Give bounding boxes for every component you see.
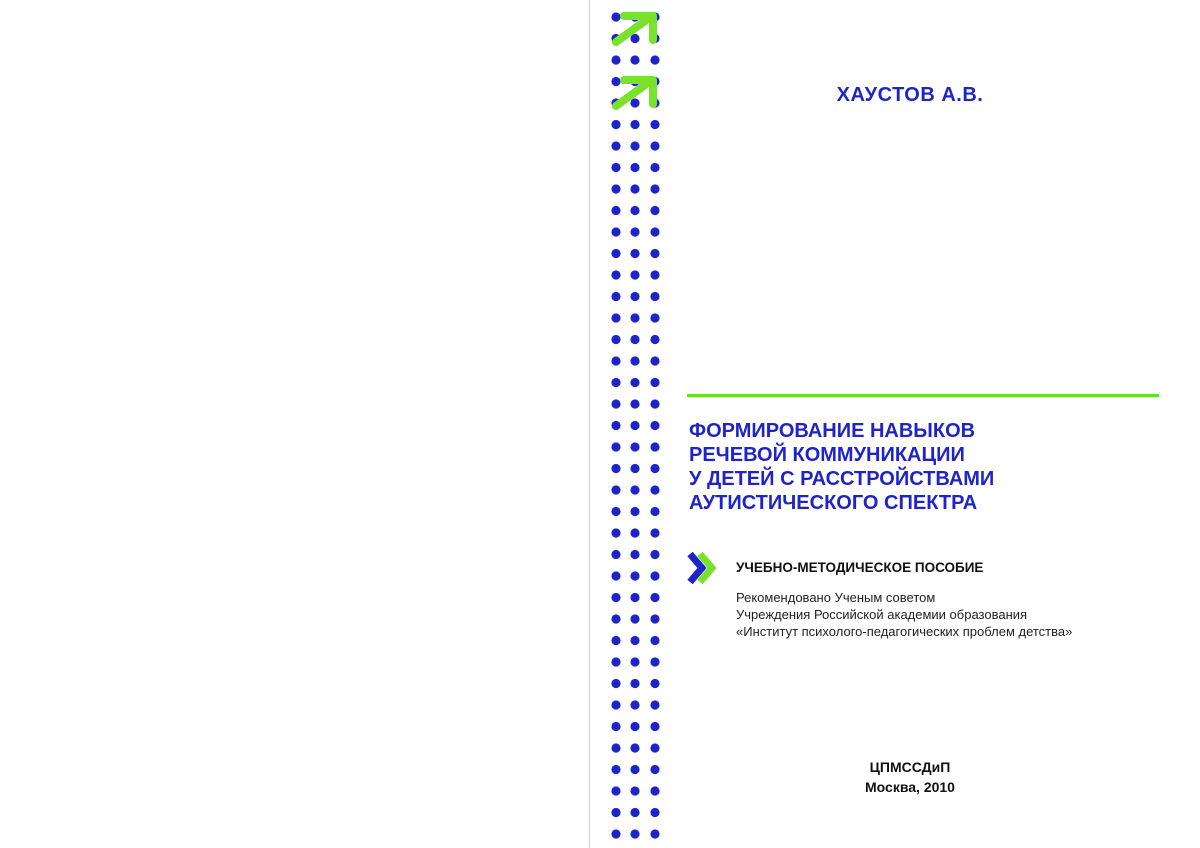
decorative-dot: [630, 292, 639, 301]
decorative-dot: [630, 356, 639, 365]
decorative-dot: [611, 292, 620, 301]
decorative-dot: [650, 507, 659, 516]
decorative-dot: [630, 270, 639, 279]
decorative-dot: [611, 206, 620, 215]
decorative-dot: [650, 421, 659, 430]
decorative-dot: [611, 378, 620, 387]
dot-pattern-column: [600, 0, 670, 848]
decorative-dot: [630, 679, 639, 688]
decorative-dot: [611, 485, 620, 494]
decorative-dot: [630, 163, 639, 172]
decorative-dot: [650, 485, 659, 494]
decorative-dot: [630, 464, 639, 473]
decorative-dot: [611, 421, 620, 430]
decorative-dot: [630, 786, 639, 795]
decorative-dot: [650, 679, 659, 688]
decorative-dot: [611, 163, 620, 172]
decorative-dot: [650, 657, 659, 666]
decorative-dot: [611, 335, 620, 344]
decorative-dot: [630, 571, 639, 580]
decorative-dot: [650, 399, 659, 408]
title-line: РЕЧЕВОЙ КОММУНИКАЦИИ: [689, 444, 965, 466]
decorative-dot: [611, 765, 620, 774]
decorative-dot: [611, 636, 620, 645]
decorative-dot: [630, 335, 639, 344]
decorative-dot: [650, 313, 659, 322]
decorative-dot: [630, 765, 639, 774]
decorative-dot: [611, 614, 620, 623]
decorative-dot: [630, 55, 639, 64]
decorative-dot: [630, 249, 639, 258]
decorative-dot: [611, 270, 620, 279]
decorative-dot: [630, 507, 639, 516]
decorative-dot: [611, 786, 620, 795]
decorative-dot: [650, 270, 659, 279]
decorative-dot: [611, 356, 620, 365]
decorative-dot: [611, 464, 620, 473]
decorative-dot: [650, 184, 659, 193]
document-type: УЧЕБНО-МЕТОДИЧЕСКОЕ ПОСОБИЕ: [736, 560, 984, 575]
decorative-dot: [650, 356, 659, 365]
decorative-dot: [650, 227, 659, 236]
decorative-dot: [650, 442, 659, 451]
decorative-dot: [630, 227, 639, 236]
decorative-dot: [630, 313, 639, 322]
decorative-dot: [611, 829, 620, 838]
double-chevron-right-icon: [686, 549, 722, 587]
title-line: У ДЕТЕЙ С РАССТРОЙСТВАМИ: [689, 468, 995, 490]
decorative-dot: [630, 657, 639, 666]
title-line: ФОРМИРОВАНИЕ НАВЫКОВ: [689, 420, 976, 442]
decorative-dot: [630, 636, 639, 645]
recommendation-line: Рекомендовано Ученым советом: [736, 590, 936, 605]
decorative-dot: [611, 227, 620, 236]
author-name: ХАУСТОВ А.В.: [836, 84, 984, 106]
decorative-dot: [650, 614, 659, 623]
decorative-dot: [611, 722, 620, 731]
decorative-dot: [630, 700, 639, 709]
decorative-dot: [650, 292, 659, 301]
decorative-dot: [650, 249, 659, 258]
decorative-dot: [630, 378, 639, 387]
decorative-dot: [611, 12, 620, 21]
decorative-dot: [630, 528, 639, 537]
decorative-dot: [650, 120, 659, 129]
decorative-dot: [611, 120, 620, 129]
decorative-dot: [650, 571, 659, 580]
decorative-dot: [611, 571, 620, 580]
spine-fold-line: [589, 0, 590, 848]
decorative-dot: [630, 743, 639, 752]
decorative-dot: [611, 184, 620, 193]
decorative-dot: [611, 657, 620, 666]
decorative-dot: [650, 722, 659, 731]
dot-grid: [611, 12, 659, 838]
decorative-dot: [630, 98, 639, 107]
city-year: Москва, 2010: [865, 779, 955, 795]
decorative-dot: [650, 593, 659, 602]
decorative-dot: [630, 184, 639, 193]
decorative-dot: [650, 550, 659, 559]
decorative-dot: [630, 808, 639, 817]
decorative-dot: [650, 700, 659, 709]
book-title: [689, 419, 1169, 515]
decorative-dot: [630, 829, 639, 838]
decorative-dot: [650, 765, 659, 774]
recommendation-line: «Институт психолого-педагогических проблем детства»: [736, 624, 1073, 639]
decorative-dot: [630, 141, 639, 150]
decorative-dot: [630, 442, 639, 451]
decorative-dot: [630, 722, 639, 731]
decorative-dot: [650, 378, 659, 387]
recommendation-text: [736, 589, 1072, 640]
decorative-dot: [630, 614, 639, 623]
decorative-dot: [611, 550, 620, 559]
title-line: АУТИСТИЧЕСКОГО СПЕКТРА: [689, 492, 978, 514]
decorative-dot: [630, 550, 639, 559]
decorative-dot: [630, 485, 639, 494]
decorative-dot: [611, 77, 620, 86]
decorative-dot: [650, 528, 659, 537]
decorative-dot: [650, 829, 659, 838]
decorative-dot: [630, 206, 639, 215]
decorative-dot: [611, 249, 620, 258]
recommendation-line: Учреждения Российской академии образования: [736, 607, 1028, 622]
decorative-dot: [650, 786, 659, 795]
publisher-block: [820, 757, 1000, 797]
decorative-dot: [611, 808, 620, 817]
decorative-dot: [611, 313, 620, 322]
decorative-dot: [650, 464, 659, 473]
decorative-dot: [611, 399, 620, 408]
decorative-dot: [650, 163, 659, 172]
decorative-dot: [611, 141, 620, 150]
decorative-dot: [650, 636, 659, 645]
decorative-dot: [650, 206, 659, 215]
decorative-dot: [611, 55, 620, 64]
decorative-dot: [630, 399, 639, 408]
green-divider-rule: [687, 394, 1159, 397]
decorative-dot: [611, 507, 620, 516]
decorative-dot: [630, 593, 639, 602]
decorative-dot: [650, 335, 659, 344]
decorative-dot: [630, 120, 639, 129]
decorative-dot: [611, 700, 620, 709]
decorative-dot: [611, 679, 620, 688]
decorative-dot: [611, 743, 620, 752]
decorative-dot: [630, 421, 639, 430]
decorative-dot: [650, 743, 659, 752]
publisher-name: ЦПМССДиП: [869, 759, 951, 775]
decorative-dot: [650, 141, 659, 150]
decorative-dot: [650, 55, 659, 64]
decorative-dot: [611, 593, 620, 602]
decorative-dot: [650, 808, 659, 817]
decorative-dot: [611, 528, 620, 537]
decorative-dot: [611, 442, 620, 451]
